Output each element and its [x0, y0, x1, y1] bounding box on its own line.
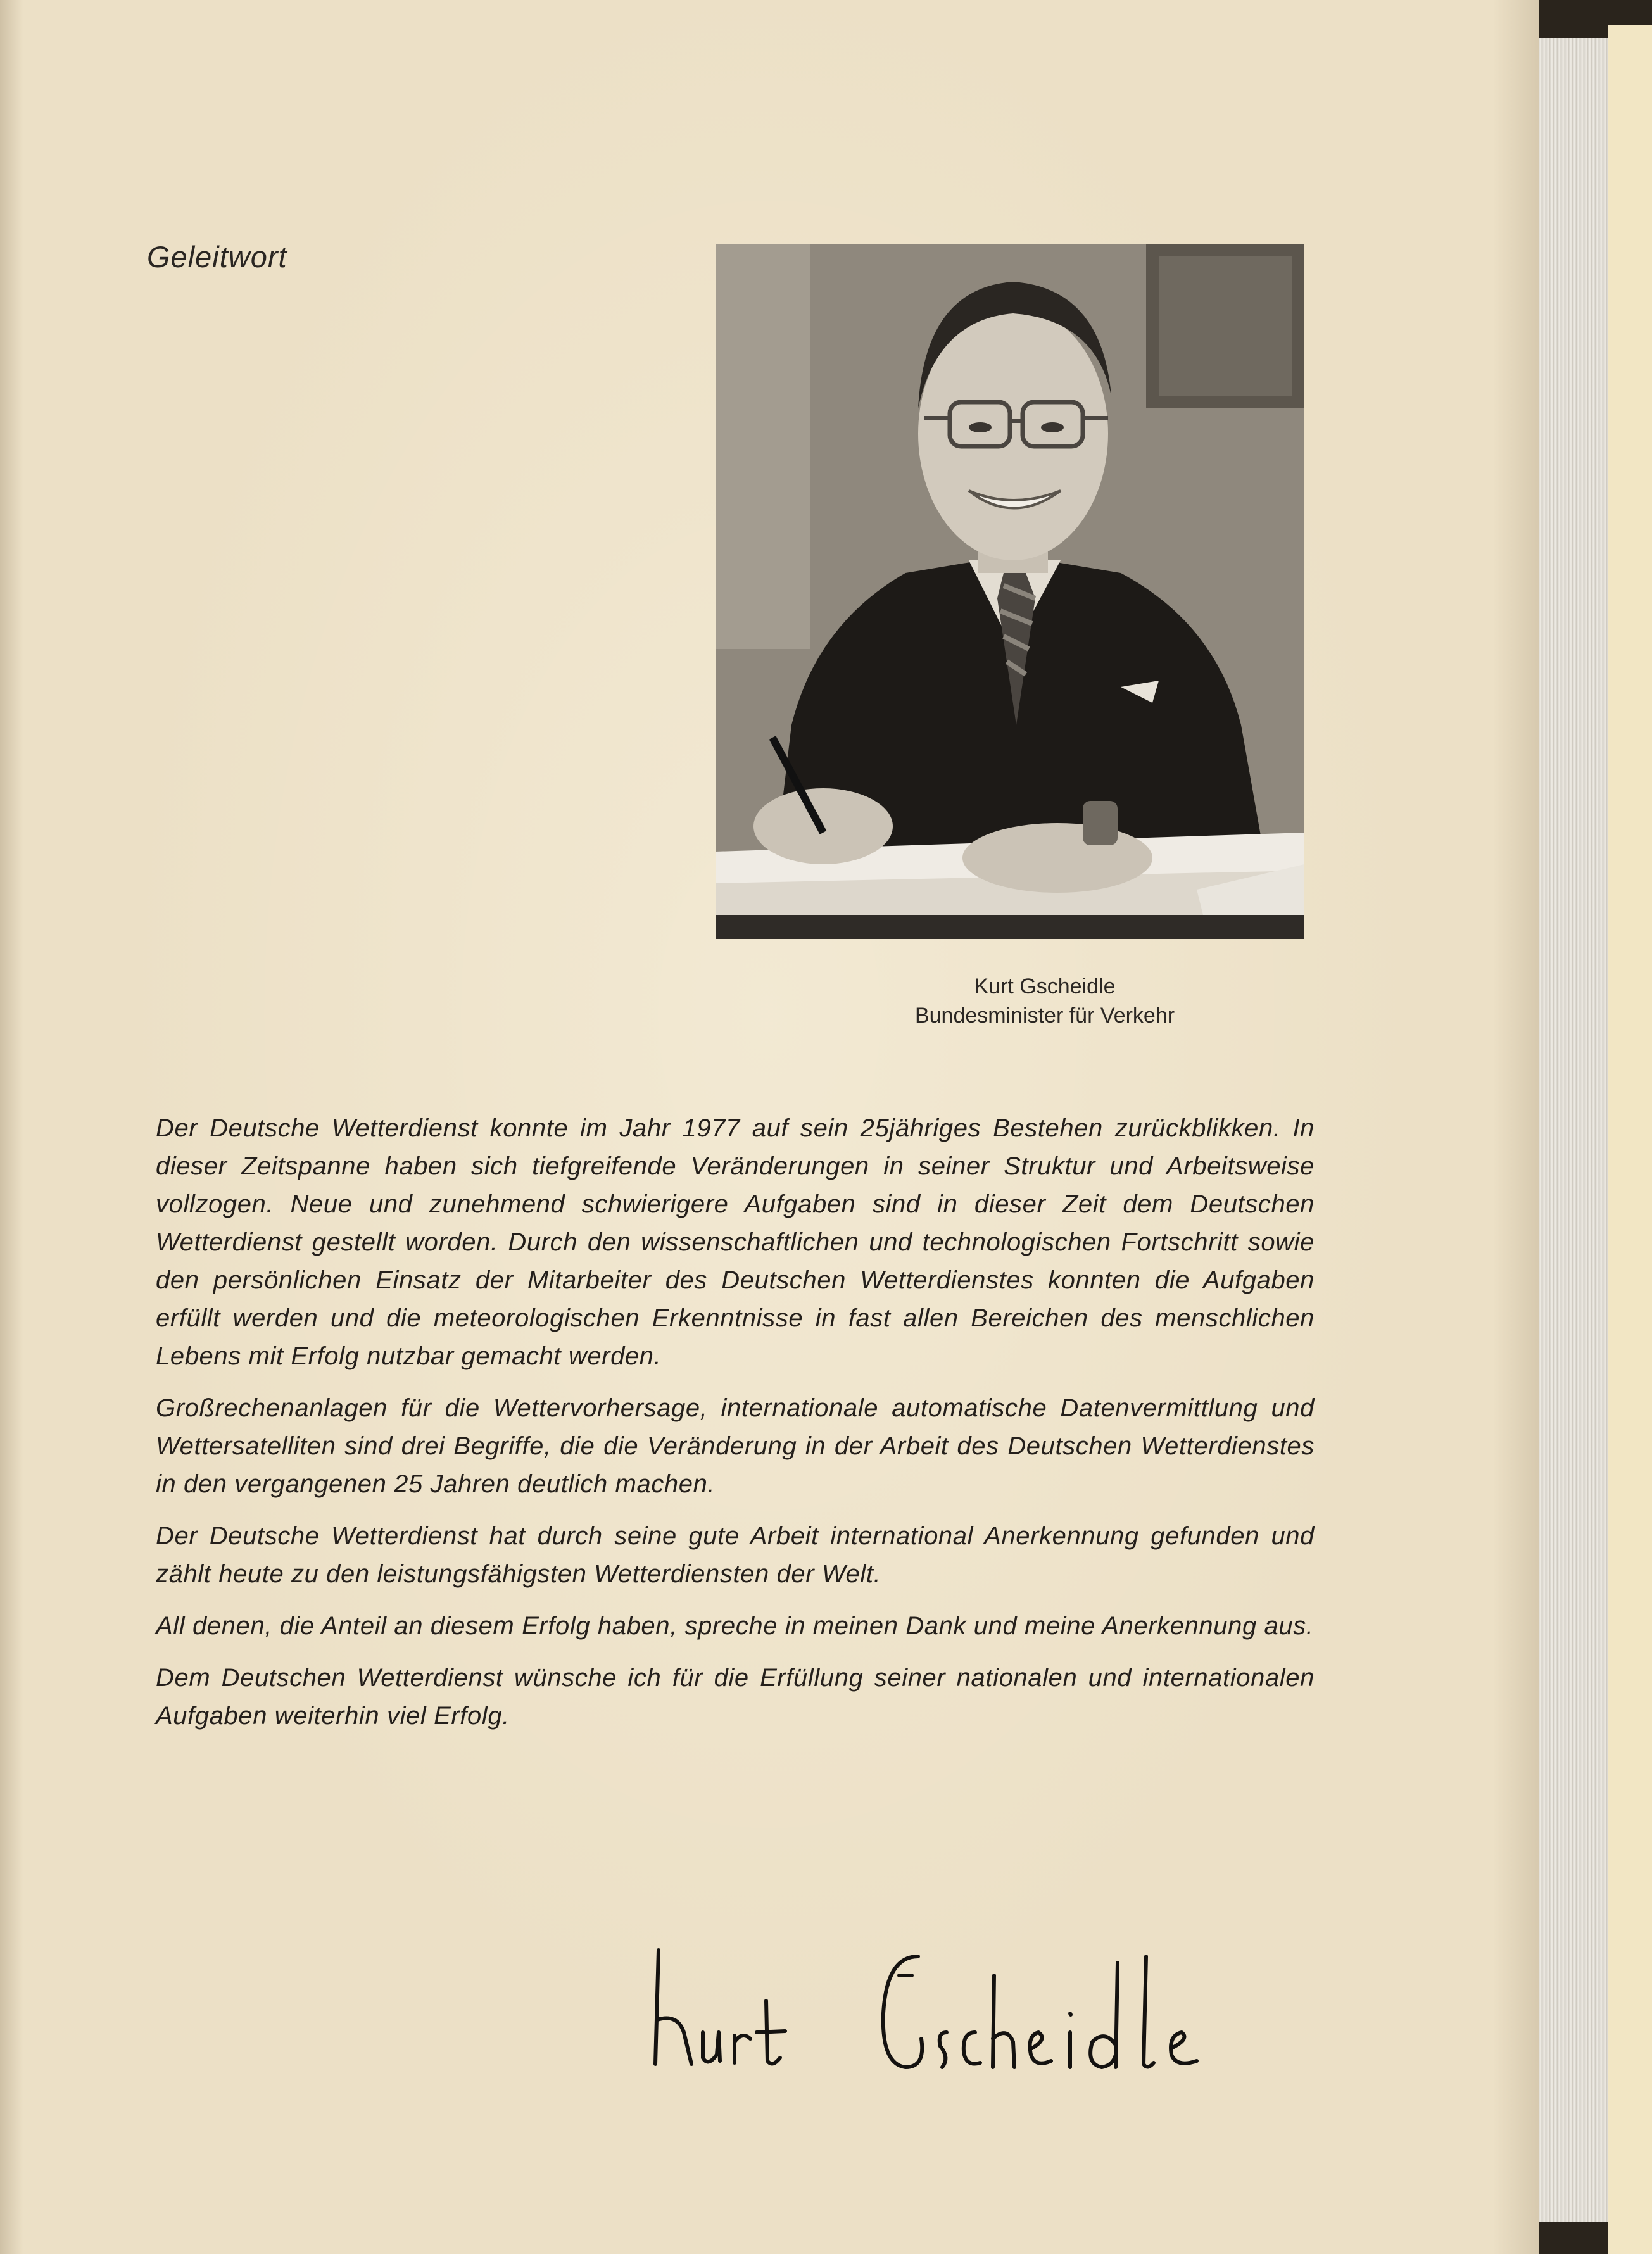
body-text: [156, 1109, 1315, 1749]
portrait-photo: [716, 244, 1304, 939]
signature: [633, 1937, 1342, 2083]
caption-name: Kurt Gscheidle: [974, 974, 1116, 998]
portrait-illustration: [716, 244, 1304, 939]
book-cover-edge: [1608, 25, 1652, 2254]
paragraph: Dem Deutschen Wetterdienst wünsche ich für die Erfüllung seiner nationalen und internationalen Aufgaben weiterhin viel Erfolg.: [156, 1664, 1315, 1730]
photo-caption: [810, 972, 1279, 1030]
paragraph: All denen, die Anteil an diesem Erfolg haben, spreche in meinen Dank und meine Anerkennung aus.: [156, 1612, 1314, 1640]
caption-title: Bundesminister für Verkehr: [914, 1004, 1175, 1028]
section-label: Geleitwort: [147, 240, 287, 274]
paragraph: Der Deutsche Wetterdienst hat durch seine gute Arbeit international Anerkennung gefunden und zählt heute zu den leistungsfähigsten Wetterdiensten der Welt.: [156, 1522, 1315, 1588]
book-page-edges: [1539, 38, 1608, 2222]
paragraph: Großrechenanlagen für die Wettervorhersage, internationale automatische Datenvermittlung und Wettersatelliten sind drei Begriffe, die die Veränderung in der Arbeit des Deutschen Wetterdienstes in den vergangenen 25 Jahren deutlich machen.: [156, 1394, 1315, 1498]
paragraph: Der Deutsche Wetterdienst konnte im Jahr 1977 auf sein 25jähriges Bestehen zurückblikken. In dieser Zeitspanne haben sich tiefgreifende Veränderungen in seiner Struktur und Arbeitsweise vollzogen. Neue und zunehmend schwierigere Aufgaben sind in dieser Zeit dem Deutschen Wetterdienst gestellt worden. Durch den wissenschaftlichen und technologischen Fortschritt sowie den persönlichen Einsatz der Mitarbeiter des Deutschen Wetterdienstes konnten die Aufgaben erfüllt werden und die meteorologischen Erkenntnisse in fast allen Bereichen des menschlichen Lebens mit Erfolg nutzbar gemacht werden.: [156, 1114, 1315, 1370]
